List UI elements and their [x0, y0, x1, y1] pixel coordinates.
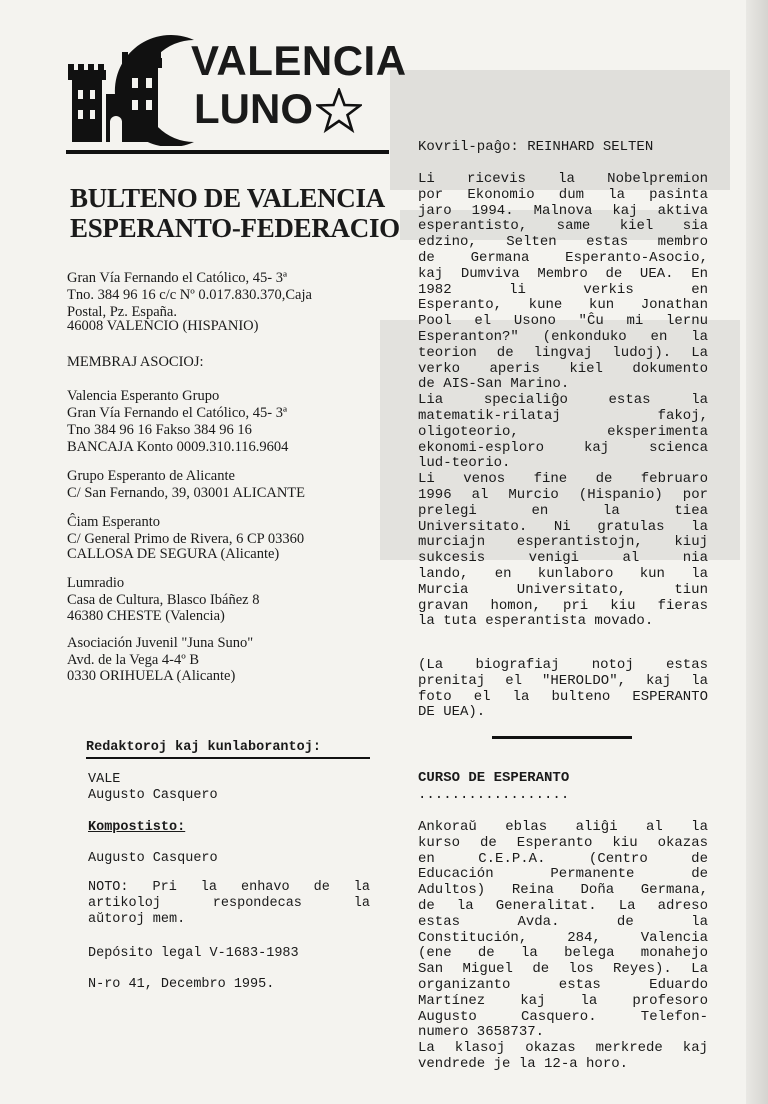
text-line: San Miguel de los Reyes). La	[418, 961, 708, 978]
members-heading: MEMBRAJ ASOCIOJ:	[67, 354, 204, 370]
note-block	[88, 880, 370, 927]
text-line: Esperanto, kune kun Jonathan	[418, 297, 708, 314]
cover-heading	[418, 140, 708, 156]
text-line: lando, en kunlaboro kun la	[418, 565, 708, 582]
composer-heading: Kompostisto:	[88, 820, 186, 835]
text-line: DE UEA).	[418, 704, 486, 721]
scan-edge-shadow	[746, 0, 768, 1104]
text-line: Educación Permanente de	[418, 866, 708, 883]
group-line: Asociación Juvenil "Juna Suno"	[67, 635, 254, 651]
logo-title-line2: LUNO	[194, 85, 313, 132]
text-line: Augusto Casquero. Telefon-	[418, 1008, 708, 1025]
text-line: ekonomi-esploro kaj scienca	[418, 439, 708, 456]
text-line: sukcesis venigi al nia	[418, 550, 708, 567]
text-line: esperantisto, same kiel sia	[418, 218, 708, 235]
text-line: Li ricevis la Nobelpremion	[418, 171, 708, 187]
text-line: de la Generalitat. La adreso	[418, 897, 708, 914]
editor-name: VALE	[88, 772, 121, 787]
text-line: Adultos) Reina Doña Germana,	[418, 882, 708, 899]
group-line: Lumradio	[67, 575, 125, 591]
star-icon	[316, 88, 362, 134]
text-line: murciajn esperantistojn, kiuj	[418, 534, 708, 551]
text-line: en C.E.P.A. (Centro de	[418, 850, 708, 867]
cover-paragraph-1	[418, 172, 708, 630]
course-paragraph	[418, 820, 708, 1073]
editor-name: Augusto Casquero	[88, 788, 218, 803]
text-line: teorion de lingvaj ludoj). La	[418, 344, 708, 361]
text-line: lud-teorio.	[418, 455, 511, 472]
text-line: por Ekonomio dum la pasinta	[418, 186, 708, 203]
group-line: CALLOSA DE SEGURA (Alicante)	[67, 546, 280, 562]
text-line: edzino, Selten estas membro	[418, 234, 708, 251]
editors-heading: Redaktoroj kaj kunlaborantoj:	[86, 740, 321, 755]
text-line: 1996 al Murcio (Hispanio) por	[418, 486, 708, 503]
text-line: prelegi en la tiea	[418, 502, 708, 519]
group-line: Valencia Esperanto Grupo	[67, 388, 220, 404]
text-line: la tuta esperantista movado.	[418, 613, 654, 630]
course-dots	[418, 788, 708, 804]
text-line: foto el la bulteno ESPERANTO	[418, 688, 708, 705]
text-line: organizanto estas Eduardo	[418, 976, 708, 993]
group-line: C/ San Fernando, 39, 03001 ALICANTE	[67, 485, 306, 501]
group-line: C/ General Primo de Rivera, 6 CP 03360	[67, 531, 305, 547]
text-line: oligoteorio, eksperimenta	[418, 423, 708, 440]
address-line: Gran Vía Fernando el Católico, 45- 3ª	[67, 270, 287, 286]
issue-number: N-ro 41, Decembro 1995.	[88, 977, 275, 992]
text-line: La klasoj okazas merkrede kaj	[418, 1040, 708, 1057]
text-line: Constitución, 284, Valencia	[418, 929, 708, 946]
course-heading-text: CURSO DE ESPERANTO	[418, 770, 570, 786]
composer-name: Augusto Casquero	[88, 851, 218, 866]
text-line: jaro 1994. Malnova kaj aktiva	[418, 202, 708, 219]
text-line: estas Avda. de la	[418, 913, 708, 930]
text-line: de Germana Esperanto-Asocio,	[418, 249, 708, 266]
note-line: artikoloj respondecas la	[88, 895, 370, 911]
text-line: Li venos fine de februaro	[418, 471, 708, 488]
address-line: Tno. 384 96 16 c/c Nº 0.017.830.370,Caja	[67, 287, 312, 303]
text-line: 1982 li verkis en	[418, 281, 708, 298]
text-line: Murcia Universitato, tiun	[418, 581, 708, 598]
group-line: Avd. de la Vega 4-4º B	[67, 652, 200, 668]
logo-title-line1: VALENCIA	[191, 37, 407, 84]
group-line: Ĉiam Esperanto	[67, 514, 161, 530]
group-line: Gran Vía Fernando el Católico, 45- 3ª	[67, 405, 287, 421]
editors-rule	[86, 757, 370, 759]
text-line: kurso de Esperanto kiu okazas	[418, 834, 708, 851]
text-line: Ankoraŭ eblas aliĝi al la	[418, 819, 708, 835]
text-line: matematik-rilataj fakoj,	[418, 407, 708, 424]
dotted-rule: ..................	[418, 787, 570, 803]
text-line: prenitaj el "HEROLDO", kaj la	[418, 672, 708, 689]
section-divider	[492, 736, 632, 739]
text-line: vendrede je la 12-a horo.	[418, 1055, 629, 1072]
text-line: numero 3658737.	[418, 1024, 545, 1041]
text-line: Lia specialiĝo estas la	[418, 392, 708, 409]
bulletin-title-line2: ESPERANTO-FEDERACIO	[70, 213, 400, 243]
cover-paragraph-4	[418, 658, 708, 721]
group-line: 0330 ORIHUELA (Alicante)	[67, 668, 236, 684]
address-line: Postal, Pz. España.	[67, 304, 177, 320]
cover-heading-text: Kovril-paĝo: REINHARD SELTEN	[418, 139, 654, 155]
text-line: Universitato. Ni gratulas la	[418, 518, 708, 535]
legal-deposit: Depósito legal V-1683-1983	[88, 946, 299, 961]
text-line: Pool el Usono "Ĉu mi lernu	[418, 313, 708, 330]
note-line: NOTO: Pri la enhavo de la	[88, 880, 370, 895]
text-line: de AIS-San Marino.	[418, 376, 570, 393]
course-heading	[418, 771, 708, 787]
group-line: BANCAJA Konto 0009.310.116.9604	[67, 439, 289, 455]
group-line: Grupo Esperanto de Alicante	[67, 468, 235, 484]
text-line: kaj Dumviva Membro de UEA. En	[418, 265, 708, 282]
group-line: 46380 CHESTE (Valencia)	[67, 608, 225, 624]
text-line: verko aperis kiel dokumento	[418, 360, 708, 377]
text-line: Esperanton?" (enkonduko en la	[418, 328, 708, 345]
group-line: Casa de Cultura, Blasco Ibáñez 8	[67, 592, 260, 608]
text-line: gravan homon, pri kiu fieras	[418, 597, 708, 614]
group-line: Tno 384 96 16 Fakso 384 96 16	[67, 422, 252, 438]
text-line: Martínez kaj la profesoro	[418, 992, 708, 1009]
text-line: (ene de la belega monahejo	[418, 945, 708, 962]
logo-divider	[66, 150, 389, 154]
text-line: (La biografiaj notoj estas	[418, 657, 708, 673]
note-line: aŭtoroj mem.	[88, 911, 186, 927]
bulletin-title-line1: BULTENO DE VALENCIA	[70, 183, 385, 213]
address-line: 46008 VALENCIO (HISPANIO)	[67, 318, 259, 334]
